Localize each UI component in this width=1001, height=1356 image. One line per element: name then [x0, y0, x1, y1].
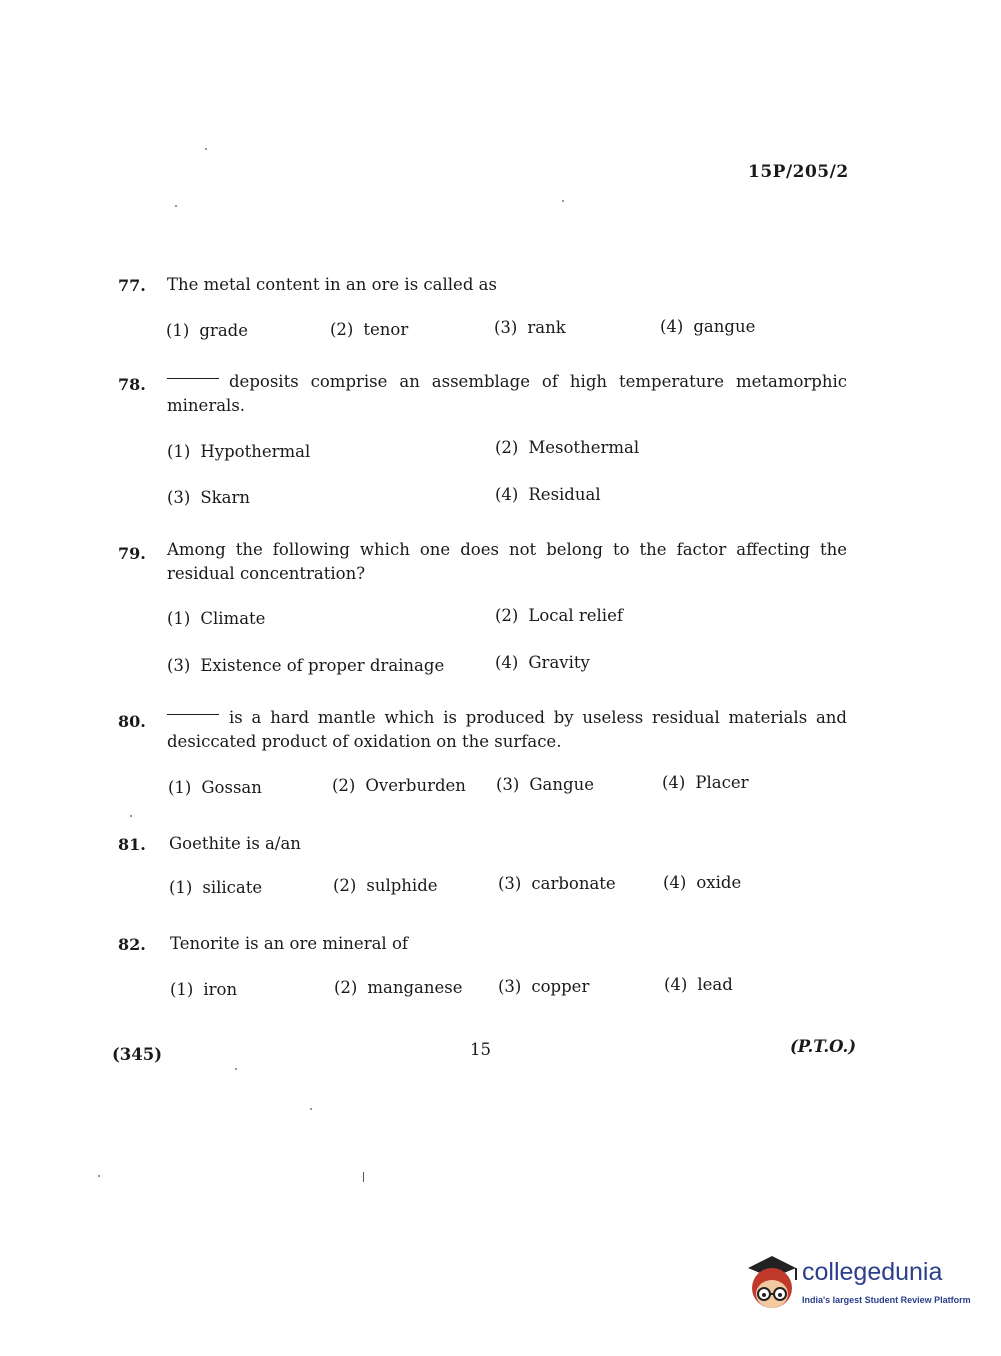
question-text: Goethite is a/an: [169, 834, 301, 853]
question-text: [167, 370, 847, 418]
option-4[interactable]: [660, 317, 755, 336]
option-number: (3): [496, 775, 520, 794]
mascot-icon: [742, 1250, 800, 1314]
question-text: Among the following which one does not belong to the factor affecting the residual concentration?: [167, 540, 847, 583]
option-number: (1): [170, 980, 194, 999]
option-label: Existence of proper drainage: [200, 656, 445, 675]
option-number: (2): [334, 978, 358, 997]
option-number: (1): [167, 442, 191, 461]
paper-code: 15P/205/2: [748, 162, 849, 182]
option-1[interactable]: [168, 778, 262, 797]
question-number: 82.: [118, 935, 146, 954]
option-label: Local relief: [528, 606, 623, 625]
answer-blank: [167, 714, 219, 715]
option-label: oxide: [696, 873, 742, 892]
option-4[interactable]: [495, 653, 590, 672]
option-number: (4): [664, 975, 688, 994]
option-1[interactable]: [170, 980, 237, 999]
option-label: gangue: [693, 317, 756, 336]
option-label: Overburden: [365, 776, 466, 795]
option-number: (3): [494, 318, 518, 337]
option-label: Residual: [528, 485, 601, 504]
option-number: (1): [166, 321, 190, 340]
option-label: silicate: [202, 878, 263, 897]
option-3[interactable]: [167, 656, 444, 675]
option-label: lead: [697, 975, 733, 994]
scan-speck: [562, 200, 564, 202]
option-3[interactable]: [496, 775, 594, 794]
option-number: (1): [168, 778, 192, 797]
option-2[interactable]: [330, 320, 408, 339]
question-number: 78.: [118, 375, 146, 394]
page-number: 15: [470, 1040, 491, 1059]
option-number: (2): [495, 438, 519, 457]
option-number: (4): [663, 873, 687, 892]
option-3[interactable]: [167, 488, 250, 507]
option-3[interactable]: [498, 874, 616, 893]
option-2[interactable]: [495, 606, 623, 625]
logo-wordmark: collegedunia: [802, 1258, 943, 1286]
option-label: tenor: [363, 320, 409, 339]
scan-speck: [205, 148, 207, 150]
option-number: (4): [660, 317, 684, 336]
scan-speck: [175, 205, 177, 207]
option-4[interactable]: [662, 773, 748, 792]
option-number: (4): [662, 773, 686, 792]
option-number: (1): [167, 609, 191, 628]
option-label: Placer: [695, 773, 749, 792]
scan-speck: [310, 1108, 312, 1110]
option-2[interactable]: [495, 438, 639, 457]
question-number: 79.: [118, 544, 146, 563]
option-1[interactable]: [166, 321, 248, 340]
option-number: (3): [498, 977, 522, 996]
option-label: Gossan: [201, 778, 262, 797]
option-number: (4): [495, 485, 519, 504]
question-number: 80.: [118, 712, 146, 731]
scan-mark: [363, 1172, 364, 1182]
option-number: (2): [333, 876, 357, 895]
option-number: (2): [495, 606, 519, 625]
option-label: manganese: [367, 978, 463, 997]
option-4[interactable]: [495, 485, 601, 504]
option-label: sulphide: [366, 876, 438, 895]
question-number: 77.: [118, 276, 146, 295]
option-2[interactable]: [333, 876, 438, 895]
question-text-body: deposits comprise an assemblage of high temperature metamorphic minerals.: [167, 372, 847, 415]
option-number: (2): [330, 320, 354, 339]
pto-label: (P.T.O.): [790, 1037, 857, 1056]
option-4[interactable]: [663, 873, 741, 892]
option-number: (3): [498, 874, 522, 893]
scan-speck: [98, 1175, 100, 1177]
option-number: (3): [167, 488, 191, 507]
option-1[interactable]: [167, 609, 265, 628]
option-3[interactable]: [498, 977, 589, 996]
footer-code: (345): [112, 1045, 163, 1064]
option-label: Climate: [200, 609, 266, 628]
option-1[interactable]: [169, 878, 262, 897]
option-label: copper: [531, 977, 590, 996]
question-text: The metal content in an ore is called as: [167, 275, 497, 294]
option-number: (2): [332, 776, 356, 795]
option-number: (3): [167, 656, 191, 675]
option-label: Gangue: [529, 775, 594, 794]
option-label: rank: [527, 318, 566, 337]
scan-speck: [130, 815, 132, 817]
logo-tagline: India's largest Student Review Platform: [802, 1295, 971, 1305]
option-1[interactable]: [167, 442, 310, 461]
question-number: 81.: [118, 835, 146, 854]
option-number: (1): [169, 878, 193, 897]
option-number: (4): [495, 653, 519, 672]
option-4[interactable]: [664, 975, 733, 994]
option-3[interactable]: [494, 318, 566, 337]
option-label: carbonate: [531, 874, 616, 893]
option-label: Hypothermal: [200, 442, 311, 461]
option-2[interactable]: [334, 978, 463, 997]
option-label: Gravity: [528, 653, 590, 672]
question-text: [167, 706, 847, 754]
question-text: Tenorite is an ore mineral of: [170, 934, 408, 953]
answer-blank: [167, 378, 219, 379]
option-label: iron: [203, 980, 238, 999]
option-label: Skarn: [200, 488, 251, 507]
collegedunia-logo[interactable]: [742, 1250, 972, 1314]
option-label: Mesothermal: [528, 438, 640, 457]
option-2[interactable]: [332, 776, 466, 795]
option-label: grade: [199, 321, 248, 340]
question-text-body: is a hard mantle which is produced by useless residual materials and desiccated product of oxidation on the surface.: [167, 708, 847, 751]
scan-speck: [235, 1068, 237, 1070]
